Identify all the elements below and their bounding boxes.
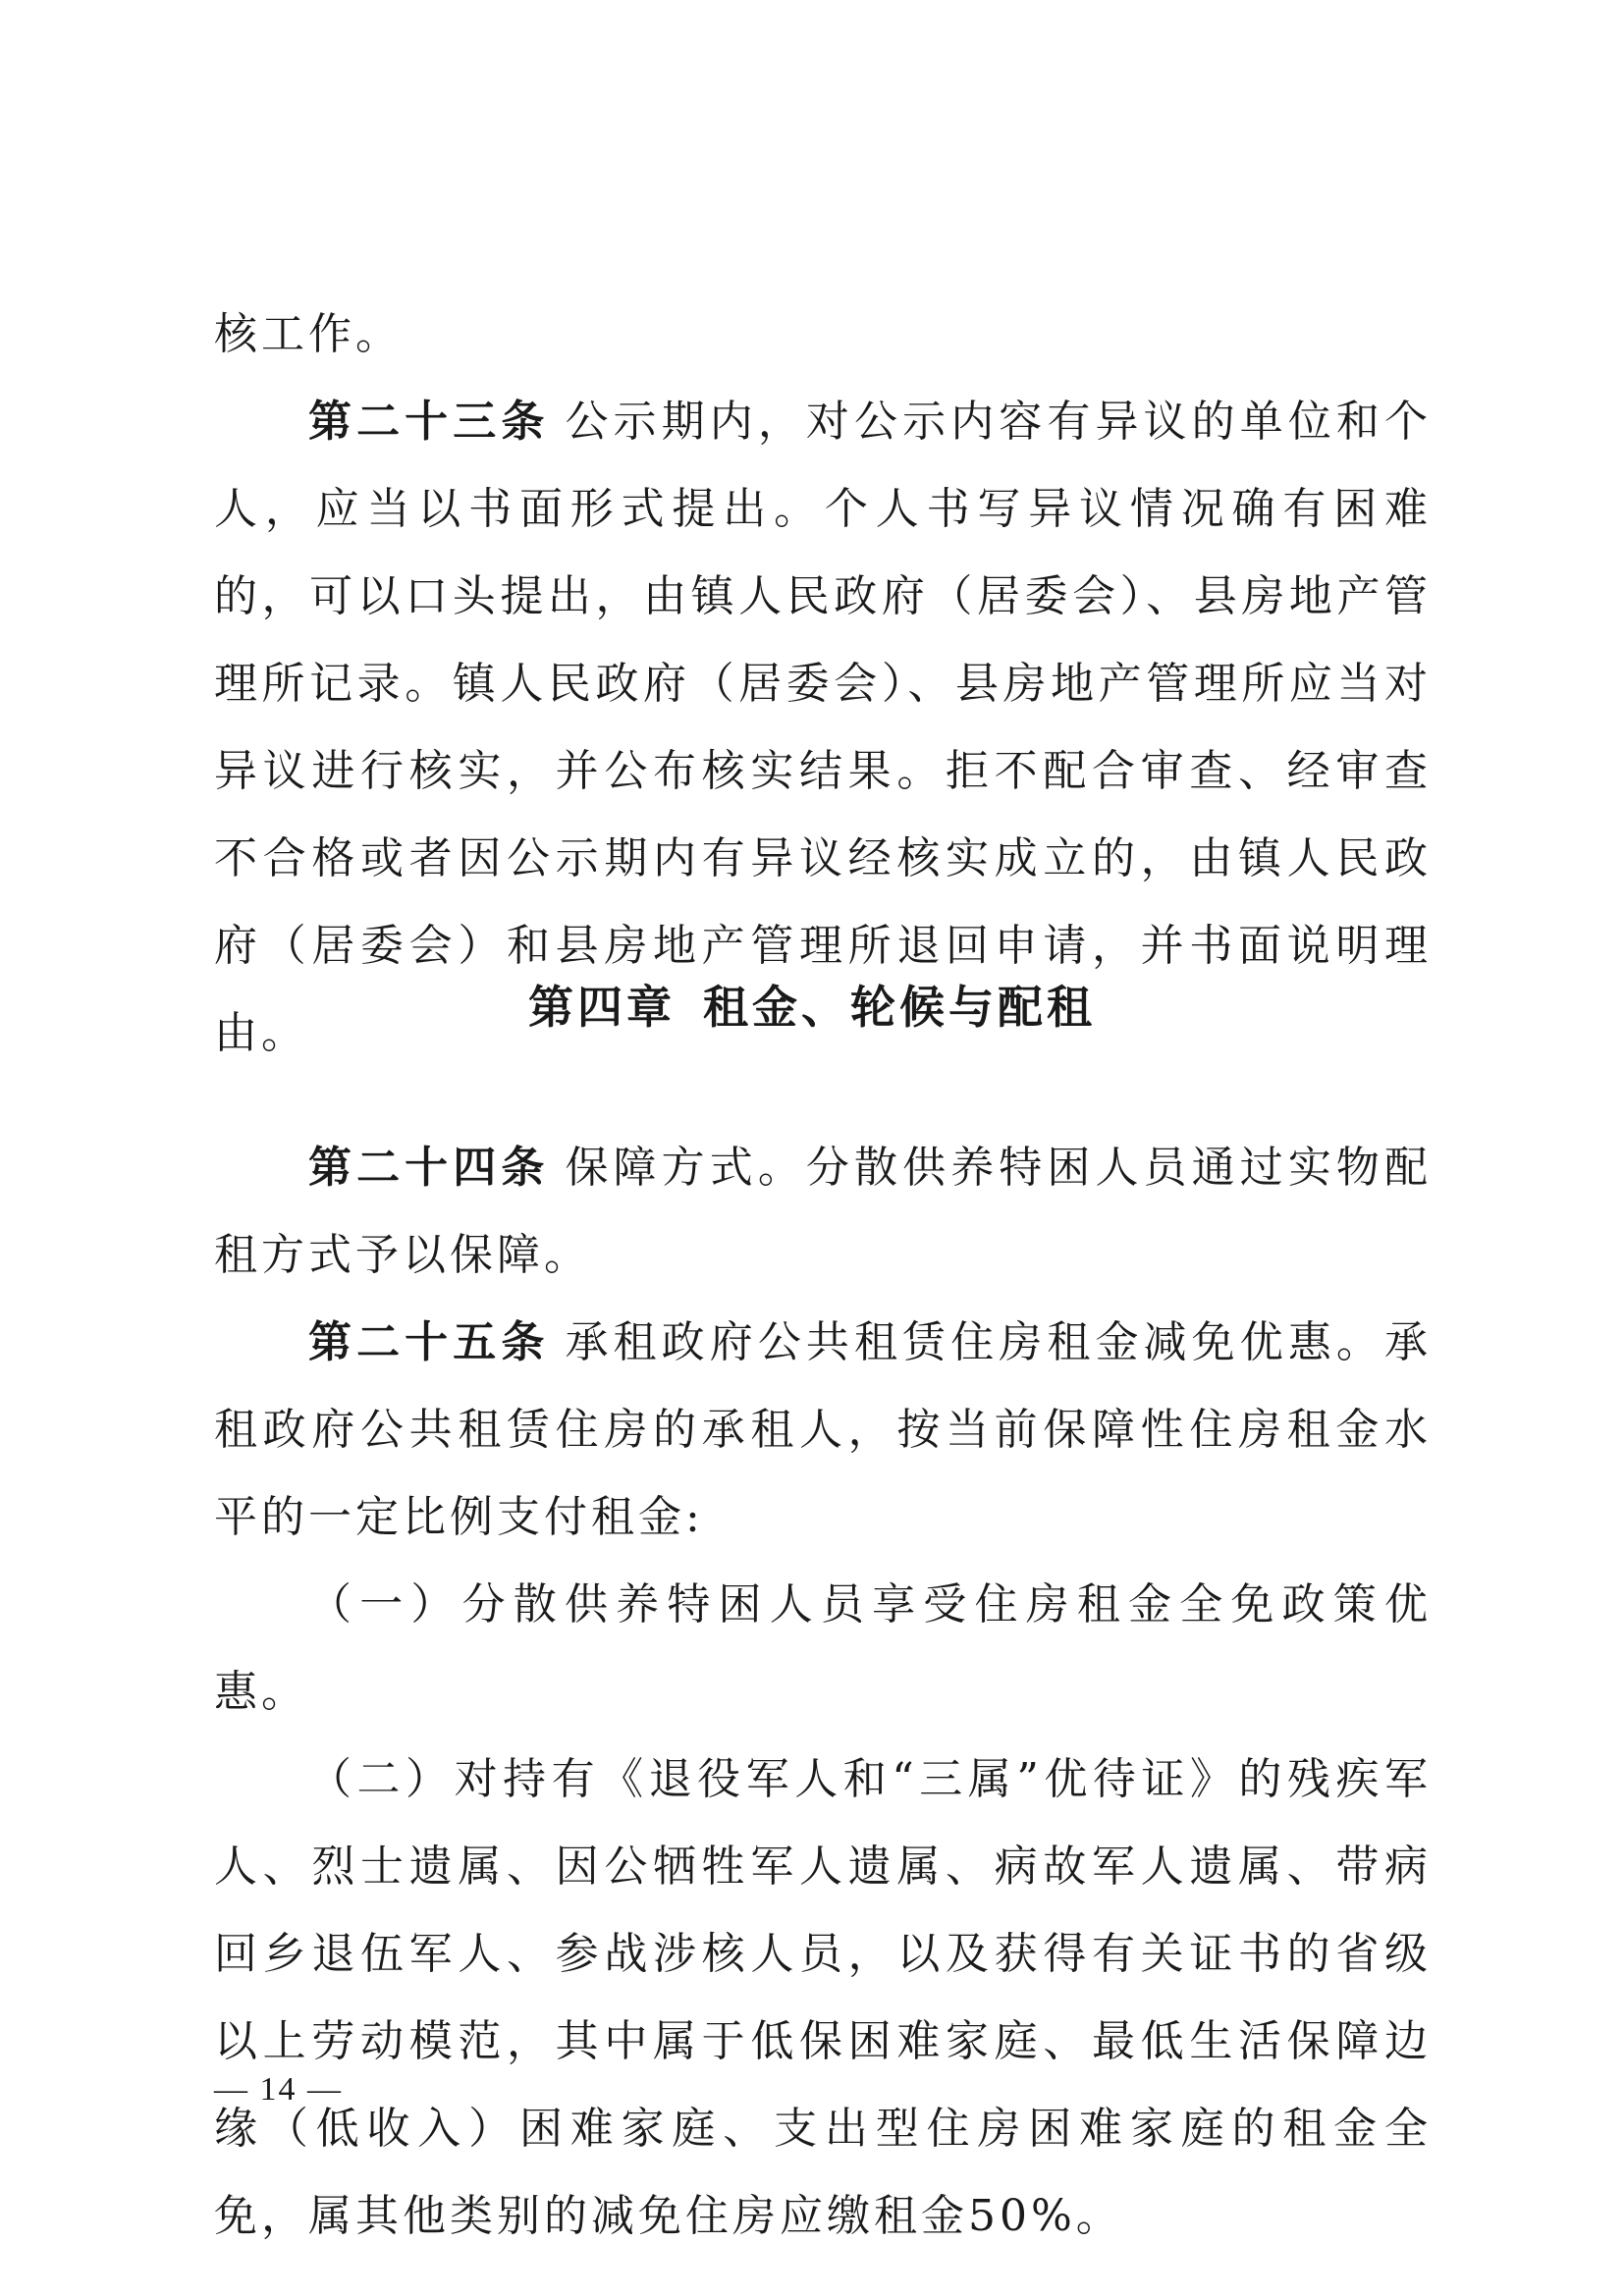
chapter-number: 第四章	[528, 981, 676, 1034]
article-25-number: 第二十五条	[308, 1317, 550, 1367]
article-25-item-1: （一）分散供养特困人员享受住房租金全免政策优惠。	[214, 1579, 1432, 1717]
article-23-text: 公示期内，对公示内容有异议的单位和个人，应当以书面形式提出。个人书写异议情况确有困难的，可以口头提出，由镇人民政府（居委会）、县房地产管理所记录。镇人民政府（居委会）、县房地产管理所应当对异议进行核实，并公布核实结果。拒不配合审查、经审查不合格或者因公示期内有异议经核实成立的，由镇人民政府（居委会）和县房地产管理所退回申请，并书面说明理由。	[214, 397, 1433, 1058]
article-25-item-2: （二）对持有《退役军人和“三属”优待证》的残疾军人、烈士遗属、因公牺牲军人遗属、病故军人遗属、带病回乡退伍军人、参战涉核人员，以及获得有关证书的省级以上劳动模范，其中属于低保困难家庭、最低生活保障边缘（低收入）困难家庭、支出型住房困难家庭的租金全免，属其他类别的减免住房应缴租金50%。	[214, 1754, 1432, 2241]
text-block-lower	[214, 1124, 1432, 2260]
chapter-title: 租金、轮候与配租	[703, 981, 1096, 1034]
paragraph-continuation: 核工作。	[214, 309, 403, 359]
article-23-number: 第二十三条	[308, 397, 550, 447]
article-24-number: 第二十四条	[308, 1143, 550, 1193]
article-24	[214, 1124, 1432, 1299]
text-block-upper	[214, 291, 1432, 1077]
article-25-text: 承租政府公共租赁住房租金减免优惠。承租政府公共租赁住房的承租人，按当前保障性住房租金水平的一定比例支付租金:	[214, 1317, 1433, 1542]
article-25	[214, 1299, 1432, 1561]
article-24-text: 保障方式。分散供养特困人员通过实物配租方式予以保障。	[214, 1143, 1433, 1280]
chapter-heading	[0, 972, 1624, 1037]
page-number: — 14 —	[214, 2071, 343, 2108]
